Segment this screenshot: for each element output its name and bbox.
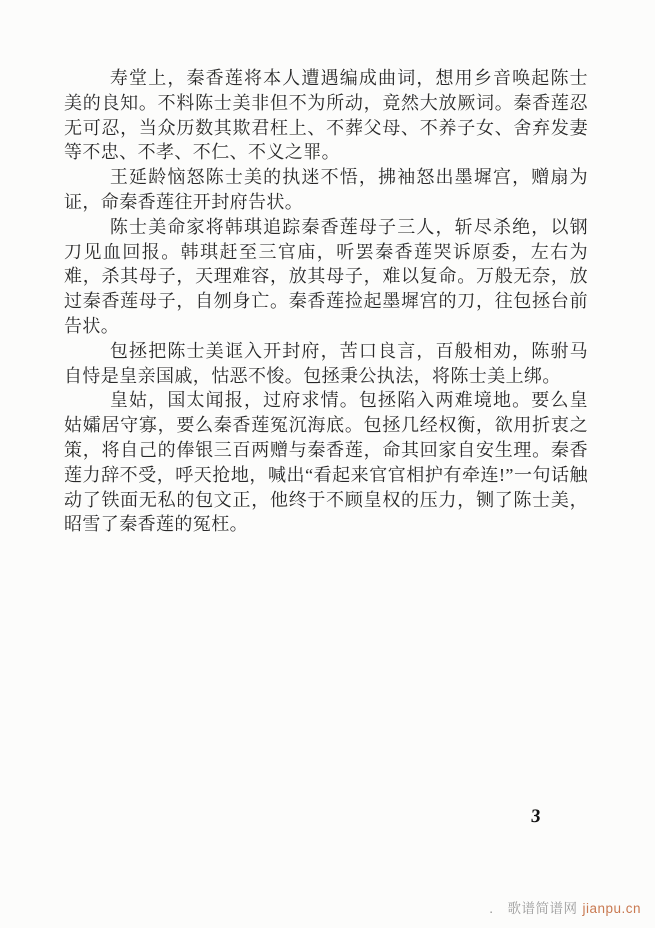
synopsis-paragraph-4: 包拯把陈士美诓入开封府，苦口良言，百般相劝，陈驸马自恃是皇亲国戚，怙恶不悛。包拯秉公执法，将陈士美上绑。 bbox=[64, 340, 588, 386]
synopsis-paragraph-1: 寿堂上，秦香莲将本人遭遇编成曲词，想用乡音唤起陈士美的良知。不料陈士美非但不为所动，竟然大放厥词。秦香莲忍无可忍，当众历数其欺君枉上、不葬父母、不养子女、舍弃发妻等不忠、不孝、不仁、不义之罪。 bbox=[64, 68, 588, 163]
watermark bbox=[489, 897, 641, 917]
watermark-dot: . bbox=[489, 901, 494, 916]
synopsis-paragraph-2: 王延龄恼怒陈士美的执迷不悟，拂袖怒出墨墀宫，赠扇为证，命秦香莲往开封府告状。 bbox=[64, 167, 588, 212]
watermark-site-domain: jianpu.cn bbox=[582, 901, 641, 916]
synopsis-text-block bbox=[64, 66, 588, 537]
page-number: 3 bbox=[530, 806, 542, 827]
watermark-site-name: 歌谱简谱网 bbox=[507, 901, 578, 916]
synopsis-paragraph-3: 陈士美命家将韩琪追踪秦香莲母子三人，斩尽杀绝，以钢刀见血回报。韩琪赶至三官庙，听罢秦香莲哭诉原委，左右为难，杀其母子，天理难容，放其母子，难以复命。万般无奈，放过秦香莲母子，自刎身亡。秦香莲捡起墨墀宫的刀，往包拯台前告状。 bbox=[64, 216, 588, 336]
synopsis-paragraph-5: 皇姑，国太闻报，过府求情。包拯陷入两难境地。要么皇姑孀居守寡，要么秦香莲冤沉海底。包拯几经权衡，欲用折衷之策，将自己的俸银三百两赠与秦香莲，命其回家自安生理。秦香莲力辞不受，呼天抢地，喊出“看起来官官相护有牵连!”一句话触动了铁面无私的包文正，他终于不顾皇权的压力，铡了陈士美，昭雪了秦香莲的冤枉。 bbox=[64, 390, 588, 535]
